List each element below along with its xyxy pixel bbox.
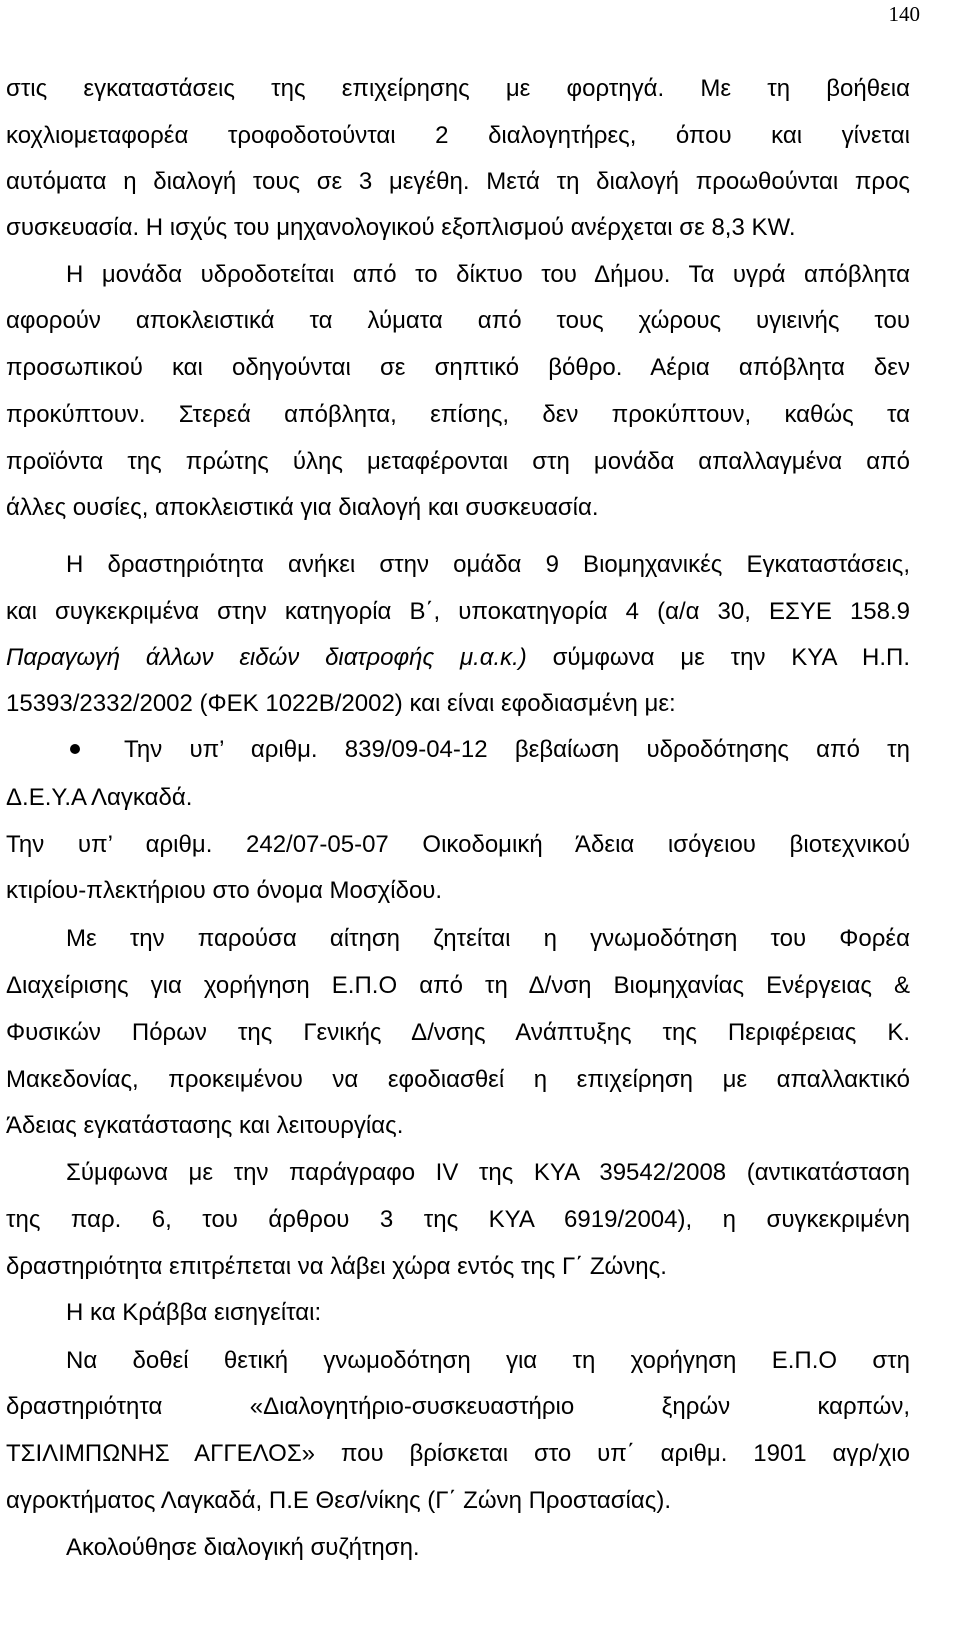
text-line <box>6 643 910 673</box>
text-line: Να δοθεί θετική γνωμοδότηση για τη χορήγηση Ε.Π.Ο στη <box>66 1347 910 1374</box>
text-line: ΤΣΙΛΙΜΠΩΝΗΣ ΑΓΓΕΛΟΣ» που βρίσκεται στο υπ΄ αριθμ. 1901 αγρ/χιο <box>6 1440 910 1467</box>
text-line: Με την παρούσα αίτηση ζητείται η γνωμοδότηση του Φορέα <box>66 925 910 952</box>
text-line: Φυσικών Πόρων της Γενικής Δ/νσης Ανάπτυξης της Περιφέρειας Κ. <box>6 1019 910 1046</box>
text-line: προϊόντα της πρώτης ύλης μεταφέρονται στη μονάδα απαλλαγμένα από <box>6 448 910 475</box>
text-line: Η κα Κράββα εισηγείται: <box>66 1299 322 1326</box>
text-line: Διαχείρισης για χορήγηση Ε.Π.Ο από τη Δ/νση Βιομηχανίας Ενέργειας & <box>6 972 910 999</box>
text-line: αφορούν αποκλειστικά τα λύματα από τους χώρους υγιεινής του <box>6 307 910 334</box>
italic-phrase: Παραγωγή άλλων ειδών διατροφής μ.α.κ.) <box>6 644 527 671</box>
text-line: Δ.Ε.Υ.Α Λαγκαδά. <box>6 784 193 811</box>
text-line: και συγκεκριμένα στην κατηγορία Β΄, υποκατηγορία 4 (α/α 30, ΕΣΥΕ 158.9 <box>6 598 910 625</box>
text-fragment: σύμφωνα με την ΚΥΑ Η.Π. <box>526 644 910 671</box>
text-line: Η δραστηριότητα ανήκει στην ομάδα 9 Βιομηχανικές Εγκαταστάσεις, <box>66 551 910 578</box>
text-line: κτιρίου-πλεκτήριου στο όνομα Μοσχίδου. <box>6 877 443 904</box>
text-line: της παρ. 6, του άρθρου 3 της ΚΥΑ 6919/2004), η συγκεκριμένη <box>6 1206 910 1233</box>
text-line: δραστηριότητα επιτρέπεται να λάβει χώρα εντός της Γ΄ Ζώνης. <box>6 1253 667 1280</box>
page-number: 140 <box>888 2 920 26</box>
text-line: Την υπ’ αριθμ. 242/07-05-07 Οικοδομική Άδεια ισόγειου βιοτεχνικού <box>6 831 910 858</box>
text-line: 15393/2332/2002 (ΦΕΚ 1022Β/2002) και είναι εφοδιασμένη με: <box>6 690 676 717</box>
text-line: στις εγκαταστάσεις της επιχείρησης με φορτηγά. Με τη βοήθεια <box>6 75 910 102</box>
text-line: Άδειας εγκατάστασης και λειτουργίας. <box>6 1112 404 1139</box>
text-line: αυτόματα η διαλογή τους σε 3 μεγέθη. Μετά τη διαλογή προωθούνται προς <box>6 168 910 195</box>
list-item: Την υπ’ αριθμ. 839/09-04-12 βεβαίωση υδροδότησης από τη <box>124 736 910 763</box>
text-line: αγροκτήματος Λαγκαδά, Π.Ε Θεσ/νίκης (Γ΄ Ζώνη Προστασίας). <box>6 1487 671 1514</box>
text-line: άλλες ουσίες, αποκλειστικά για διαλογή και συσκευασία. <box>6 494 599 521</box>
text-line: Η μονάδα υδροδοτείται από το δίκτυο του Δήμου. Τα υγρά απόβλητα <box>66 261 910 288</box>
text-line: προκύπτουν. Στερεά απόβλητα, επίσης, δεν προκύπτουν, καθώς τα <box>6 401 910 428</box>
text-line: κοχλιομεταφορέα τροφοδοτούνται 2 διαλογητήρες, όπου και γίνεται <box>6 122 910 149</box>
text-line: Σύμφωνα με την παράγραφο IV της ΚΥΑ 39542/2008 (αντικατάσταση <box>66 1159 910 1186</box>
text-line: συσκευασία. Η ισχύς του μηχανολογικού εξοπλισμού ανέρχεται σε 8,3 KW. <box>6 214 796 241</box>
text-line: Μακεδονίας, προκειμένου να εφοδιασθεί η επιχείρηση με απαλλακτικό <box>6 1066 910 1093</box>
text-line: δραστηριότητα «Διαλογητήριο-συσκευαστήριο ξηρών καρπών, <box>6 1393 910 1420</box>
text-line: Ακολούθησε διαλογική συζήτηση. <box>66 1534 420 1561</box>
text-line: προσωπικού και οδηγούνται σε σηπτικό βόθρο. Αέρια απόβλητα δεν <box>6 354 910 381</box>
